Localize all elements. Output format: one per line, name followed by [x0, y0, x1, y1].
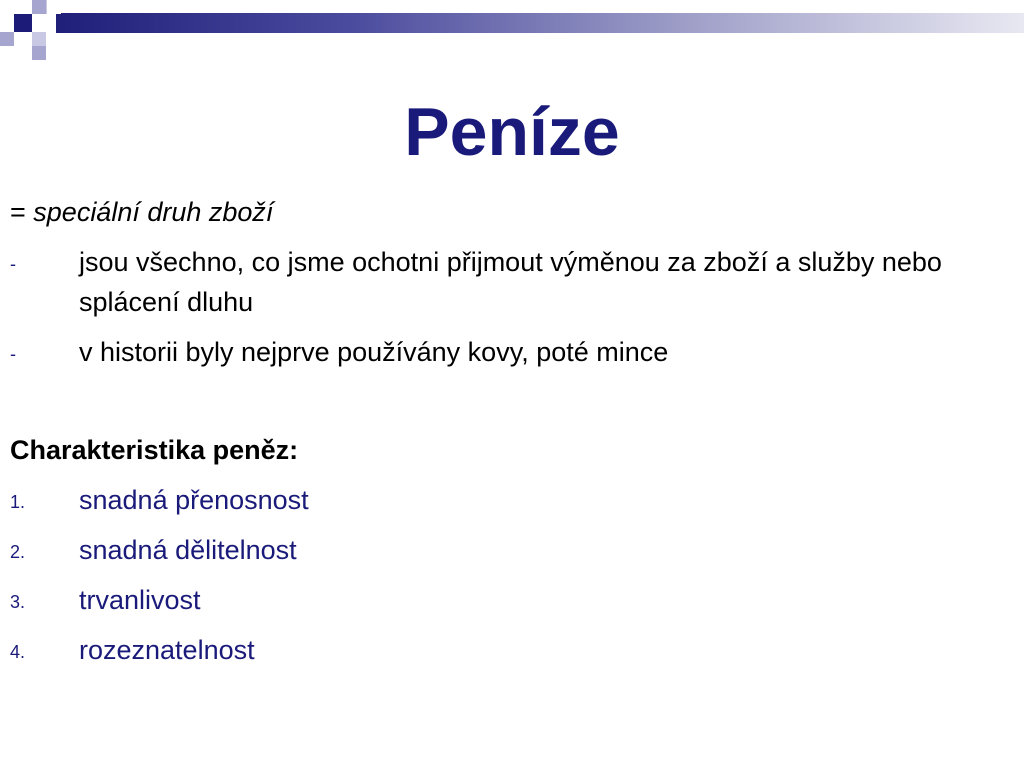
list-item	[10, 530, 1010, 570]
decor-square	[32, 0, 46, 14]
decor-square	[0, 32, 14, 46]
definition-text: speciální druh zboží	[33, 197, 274, 227]
section-heading: Charakteristika peněz:	[10, 435, 299, 465]
list-item	[10, 332, 1010, 372]
bullet-text: v historii byly nejprve používány kovy, poté mince	[79, 337, 669, 367]
definition-line	[10, 192, 1010, 232]
bullet-list	[10, 242, 1010, 372]
decor-square	[32, 46, 46, 60]
list-item	[10, 480, 1010, 520]
list-number: 1.	[10, 492, 26, 512]
slide-content	[10, 192, 1010, 670]
list-item	[10, 242, 1010, 322]
decor-square	[14, 14, 32, 32]
list-item	[10, 630, 1010, 670]
numbered-list	[10, 480, 1010, 670]
decor-square	[46, 0, 61, 14]
list-number: 2.	[10, 542, 26, 562]
bullet-text: jsou všechno, co jsme ochotni přijmout výměnou za zboží a služby nebo splácení dluhu	[79, 247, 942, 317]
dash-bullet-icon: -	[10, 344, 16, 364]
dash-bullet-icon: -	[10, 254, 16, 274]
list-item-text: snadná přenosnost	[79, 485, 309, 515]
header-gradient-band	[56, 13, 1024, 33]
header-decoration	[0, 0, 1024, 60]
decor-square	[14, 32, 32, 46]
slide-title: Peníze	[404, 94, 620, 170]
list-item-text: snadná dělitelnost	[79, 535, 297, 565]
list-item	[10, 580, 1010, 620]
decor-square	[32, 32, 46, 46]
list-item-text: trvanlivost	[79, 585, 201, 615]
decor-square	[0, 0, 14, 14]
list-number: 3.	[10, 592, 26, 612]
equals-sign: =	[10, 197, 34, 227]
list-item-text: rozeznatelnost	[79, 635, 255, 665]
list-number: 4.	[10, 642, 26, 662]
